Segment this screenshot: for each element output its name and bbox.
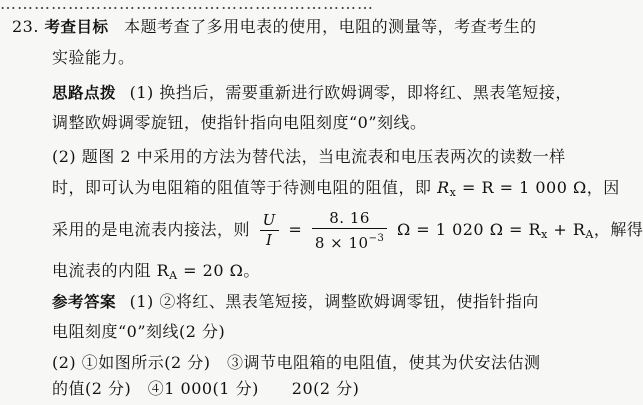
line-answer-1 [52, 292, 539, 312]
subscript-x-2: x [541, 228, 548, 241]
answer-text-4: 的值(2 分) ④1 000(1 分) 20(2 分) [52, 379, 360, 398]
para2-line-4 [52, 261, 260, 286]
para2-line-2-b: = R = 1 000 Ω，因 [456, 178, 620, 197]
subscript-a: A [585, 228, 594, 241]
para2-line-3-b: Ω = 1 020 Ω = R [396, 220, 542, 239]
answer-text-3: (2) ①如图所示(2 分) ③调节电阻箱的电阻值，使其为伏安法估测 [52, 353, 541, 372]
question-number: 23. [12, 17, 39, 36]
denominator-exponent: −3 [368, 232, 385, 244]
para2-line-4-a: 电流表的内阻 R [52, 261, 170, 280]
para2-line-3 [52, 208, 643, 257]
para2-line-2 [52, 178, 620, 203]
answer-text-2: 电阻刻度“0”刻线(2 分) [52, 322, 226, 341]
denominator-base: 8 × 10 [314, 233, 369, 252]
para2-line-1: (2) 题图 2 中采用的方法为替代法，当电流表和电压表两次的读数一样 [52, 147, 566, 166]
symbol-r: R [437, 178, 450, 197]
line-hint-1 [52, 83, 572, 103]
answer-text-1: (1) ②将红、黑表笔短接，调整欧姆调零钮，使指针指向 [129, 292, 539, 311]
fraction-denominator-value [312, 229, 388, 253]
para2-line-3-d: ，解得 [593, 220, 643, 239]
target-text-1: 本题考查了多用电表的使用，电阻的测量等，考查考生的 [124, 17, 537, 36]
subscript-x: x [449, 186, 457, 199]
hint-text-2: 调整欧姆调零旋钮，使指针指向电阻刻度“0”刻线。 [52, 113, 427, 132]
equals-sign: = [288, 220, 303, 239]
subscript-a-2: A [169, 269, 178, 282]
para2-line-3-a: 采用的是电流表内接法，则 [52, 220, 251, 239]
para2-line-3-c: + R [547, 220, 586, 239]
fraction-denominator-i: I [265, 231, 273, 249]
target-text-2: 实验能力。 [52, 48, 135, 67]
fraction-value [312, 209, 388, 253]
fraction-numerator-u: U [260, 211, 279, 231]
hint-text-1: (1) 换挡后，需要重新进行欧姆调零，即将红、黑表笔短接， [129, 83, 572, 102]
cut-off-previous-line: ………………………………………………………… [0, 0, 374, 13]
para2-line-2-a: 时，即可认为电阻箱的阻值等于待测电阻的阻值，即 [52, 178, 432, 197]
fraction-u-over-i [260, 211, 279, 250]
para2-line-4-b: = 20 Ω。 [177, 261, 260, 280]
fraction-numerator-value: 8. 16 [312, 209, 388, 229]
line-target [12, 17, 537, 37]
target-label: 考查目标 [44, 18, 109, 36]
hint-label: 思路点拨 [52, 84, 117, 102]
answer-label: 参考答案 [52, 293, 117, 311]
